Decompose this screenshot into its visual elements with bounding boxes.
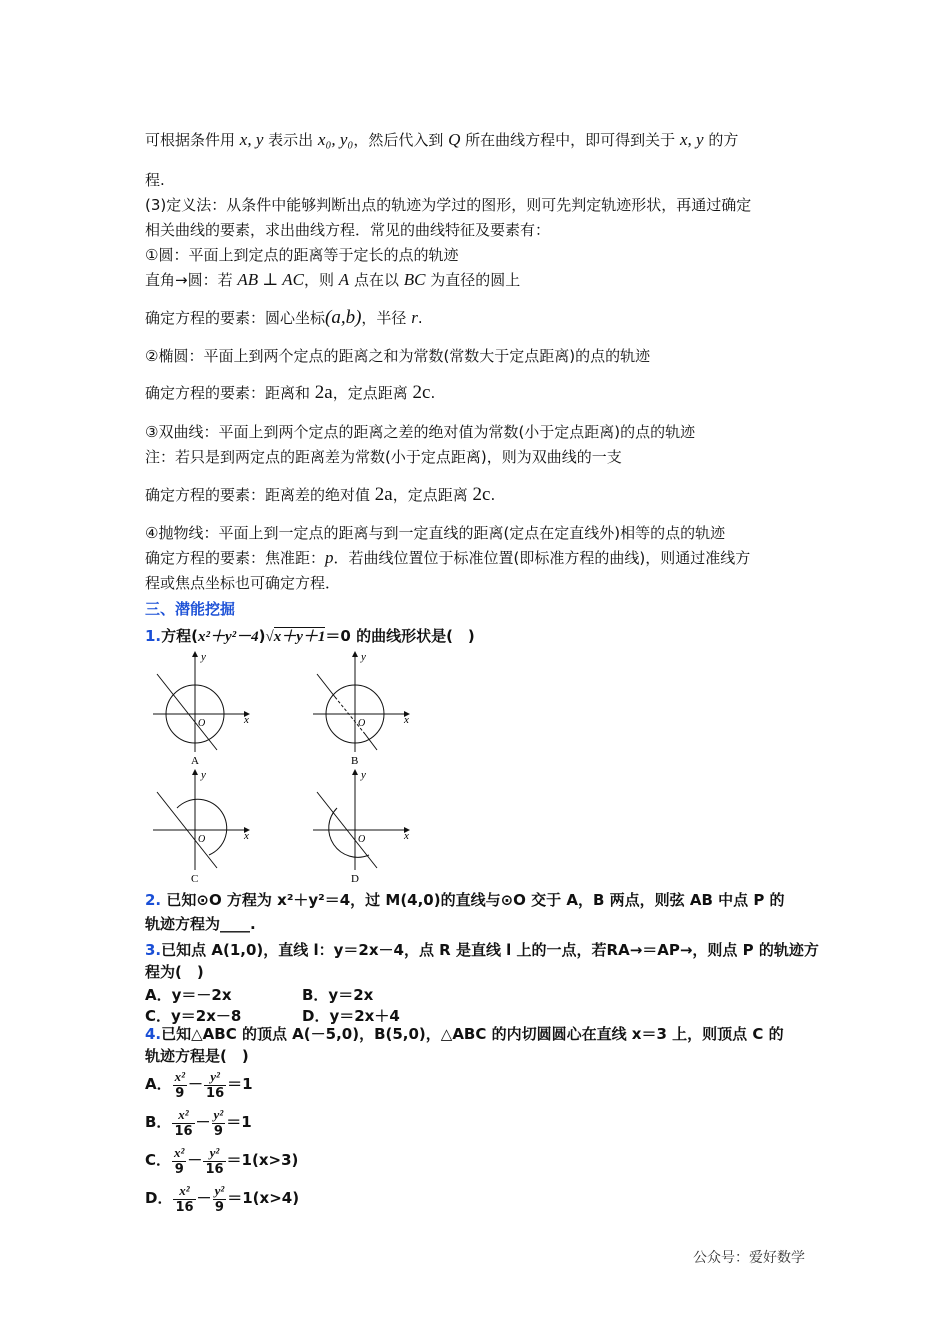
q3-option-c[interactable]: C．y＝2x－8 bbox=[145, 1007, 242, 1025]
question-3: 3.已知点 A(1,0)，直线 l：y＝2x－4，点 R 是直线 l 上的一点，若RA→＝AP→，则点 P 的轨迹方 bbox=[145, 941, 819, 959]
hyperbola-definition: ③双曲线：平面上到两个定点的距离之差的绝对值为常数(小于定点距离)的点的轨迹 bbox=[145, 423, 696, 441]
fig-d-origin: O bbox=[358, 834, 366, 845]
fig-b-origin: O bbox=[358, 718, 366, 729]
hyperbola-elements: 确定方程的要素：距离差的绝对值 2a，定点距离 2c. bbox=[145, 484, 496, 505]
hyperbola-note: 注：若只是到两定点的距离差为常数(小于定点距离)，则为双曲线的一支 bbox=[145, 448, 622, 466]
question-4: 4.已知△ABC 的顶点 A(－5,0)，B(5,0)，△ABC 的内切圆圆心在直线 x＝3 上，则顶点 C 的 bbox=[145, 1025, 784, 1043]
intro-line-1: 可根据条件用 x, y 表示出 x₀, y₀，然后代入到 Q 所在曲线方程中，即可得到关于 x, y 的方 bbox=[145, 130, 739, 149]
question-2-cont: 轨迹方程为____. bbox=[145, 915, 256, 933]
figure-c bbox=[153, 769, 249, 885]
parabola-elements-cont: 程或焦点坐标也可确定方程． bbox=[145, 574, 341, 592]
fig-d-x-label: x bbox=[404, 830, 409, 842]
fig-d-label: D bbox=[351, 873, 359, 885]
fig-a-y-label: y bbox=[201, 651, 206, 663]
q4-option-a[interactable]: A． $\frac{\text{x²}}{9}$ － $\frac{\text{y²}}{16}$ ＝1 bbox=[145, 1068, 253, 1101]
definition-line-1: (3)定义法：从条件中能够判断出点的轨迹为学过的图形，则可先判定轨迹形状，再通过确定 bbox=[145, 196, 752, 214]
fig-a-x-label: x bbox=[244, 714, 249, 726]
fig-d-y-label: y bbox=[361, 769, 366, 781]
q1-figures bbox=[145, 648, 425, 888]
figure-a bbox=[153, 651, 249, 767]
fig-b-x-label: x bbox=[404, 714, 409, 726]
q4-option-b[interactable]: B． $\frac{\text{x²}}{16}$ － $\frac{\text{y²}}{9}$ ＝1 bbox=[145, 1106, 252, 1139]
fig-c-label: C bbox=[191, 873, 199, 885]
section-title: 三、潜能挖掘 bbox=[145, 600, 236, 618]
fig-b-y-label: y bbox=[361, 651, 366, 663]
question-4-cont: 轨迹方程是( ) bbox=[145, 1047, 249, 1065]
footer-watermark: 公众号：爱好数学 bbox=[693, 1250, 805, 1266]
q3-option-b[interactable]: B．y＝2x bbox=[302, 986, 374, 1004]
figure-d bbox=[313, 769, 409, 885]
fig-a-label: A bbox=[191, 755, 199, 767]
circle-elements: 确定方程的要素：圆心坐标(a,b)，半径 r. bbox=[145, 307, 423, 328]
circle-right-angle: 直角→圆：若 AB ⊥ AC，则 A 点在以 BC 为直径的圆上 bbox=[145, 270, 521, 289]
fig-c-x-label: x bbox=[244, 830, 249, 842]
q4-option-c[interactable]: C． $\frac{\text{x²}}{9}$ － $\frac{\text{y²}}{16}$ ＝1(x>3) bbox=[145, 1144, 299, 1177]
ellipse-definition: ②椭圆：平面上到两个定点的距离之和为常数(常数大于定点距离)的点的轨迹 bbox=[145, 347, 651, 365]
intro-line-2: 程. bbox=[145, 171, 165, 189]
q4-option-d[interactable]: D． $\frac{\text{x²}}{16}$ － $\frac{\text{y²}}{9}$ ＝1(x>4) bbox=[145, 1182, 300, 1215]
figure-b bbox=[313, 651, 409, 767]
q3-option-a[interactable]: A．y＝－2x bbox=[145, 986, 232, 1004]
definition-line-2: 相关曲线的要素，求出曲线方程．常见的曲线特征及要素有： bbox=[145, 221, 551, 239]
fig-c-y-label: y bbox=[201, 769, 206, 781]
question-2: 2. 已知⊙O 方程为 x²＋y²＝4，过 M(4,0)的直线与⊙O 交于 A，B 两点，则弦 AB 中点 P 的 bbox=[145, 891, 785, 909]
fig-c-origin: O bbox=[198, 834, 206, 845]
ellipse-elements: 确定方程的要素：距离和 2a，定点距离 2c. bbox=[145, 382, 436, 403]
parabola-definition: ④抛物线：平面上到一定点的距离与到一定直线的距离(定点在定直线外)相等的点的轨迹 bbox=[145, 524, 726, 542]
circle-definition: ①圆：平面上到定点的距离等于定长的点的轨迹 bbox=[145, 246, 459, 264]
fig-a-origin: O bbox=[198, 718, 206, 729]
question-1: 1.方程(x²＋y²－4)√x＋y＋1＝0 的曲线形状是( ) bbox=[145, 627, 475, 645]
fig-b-label: B bbox=[351, 755, 359, 767]
parabola-elements: 确定方程的要素：焦准距：p．若曲线位置位于标准位置(即标准方程的曲线)，则通过准线方 bbox=[145, 548, 751, 567]
question-3-cont: 程为( ) bbox=[145, 963, 204, 981]
q3-option-d[interactable]: D．y＝2x＋4 bbox=[302, 1007, 400, 1025]
